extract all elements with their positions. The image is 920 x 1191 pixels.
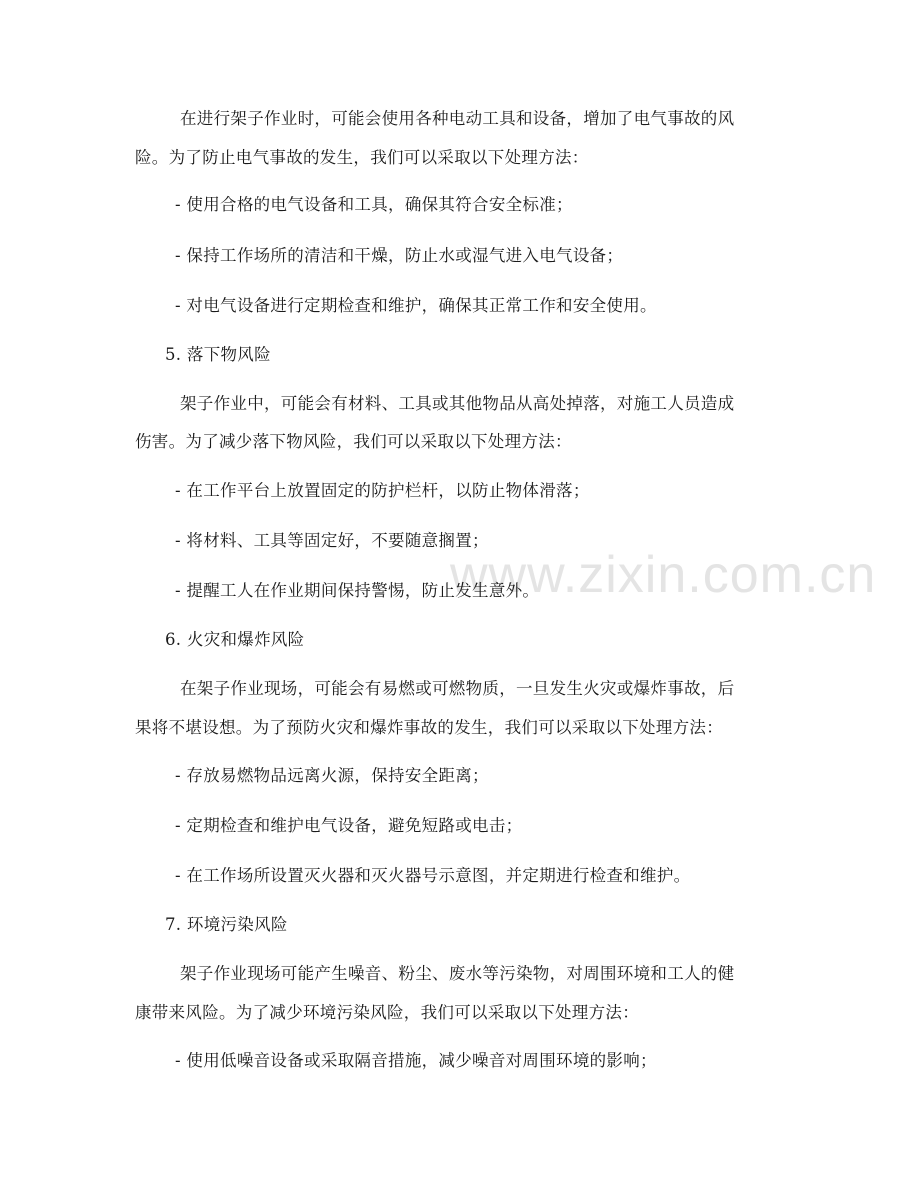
- paragraph-line: 险。为了防止电气事故的发生，我们可以采取以下处理方法：: [135, 148, 589, 167]
- section-heading: 7. 环境污染风险: [165, 915, 288, 934]
- list-item: - 将材料、工具等固定好，不要随意搁置；: [175, 531, 489, 550]
- watermark: www.zixin.com.cn: [450, 546, 877, 604]
- list-item: - 在工作场所设置灭火器和灭火器号示意图，并定期进行检查和维护。: [175, 866, 691, 885]
- paragraph-line: 在进行架子作业时，可能会使用各种电动工具和设备，增加了电气事故的风: [180, 109, 735, 128]
- list-item: - 存放易燃物品远离火源，保持安全距离；: [175, 766, 489, 785]
- list-item: - 在工作平台上放置固定的防护栏杆，以防止物体滑落；: [175, 481, 590, 500]
- list-item: - 使用低噪音设备或采取隔音措施，减少噪音对周围环境的影响；: [175, 1051, 657, 1070]
- section-heading: 6. 火灾和爆炸风险: [165, 630, 305, 649]
- paragraph-line: 在架子作业现场，可能会有易燃或可燃物质，一旦发生火灾或爆炸事故，后: [180, 679, 735, 698]
- section-heading: 5. 落下物风险: [165, 345, 271, 364]
- list-item: - 定期检查和维护电气设备，避免短路或电击；: [175, 816, 523, 835]
- list-item: - 对电气设备进行定期检查和维护，确保其正常工作和安全使用。: [175, 296, 657, 315]
- paragraph-line: 伤害。为了减少落下物风险，我们可以采取以下处理方法：: [135, 432, 572, 451]
- paragraph-line: 康带来风险。为了减少环境污染风险，我们可以采取以下处理方法：: [135, 1003, 639, 1022]
- list-item: - 保持工作场所的清洁和干燥，防止水或湿气进入电气设备；: [175, 246, 624, 265]
- paragraph-line: 架子作业中，可能会有材料、工具或其他物品从高处掉落，对施工人员造成: [180, 394, 735, 413]
- paragraph-line: 架子作业现场可能产生噪音、粉尘、废水等污染物，对周围环境和工人的健: [180, 964, 735, 983]
- paragraph-line: 果将不堪设想。为了预防火灾和爆炸事故的发生，我们可以采取以下处理方法：: [135, 718, 723, 737]
- list-item: - 提醒工人在作业期间保持警惕，防止发生意外。: [175, 581, 540, 600]
- list-item: - 使用合格的电气设备和工具，确保其符合安全标准；: [175, 195, 573, 214]
